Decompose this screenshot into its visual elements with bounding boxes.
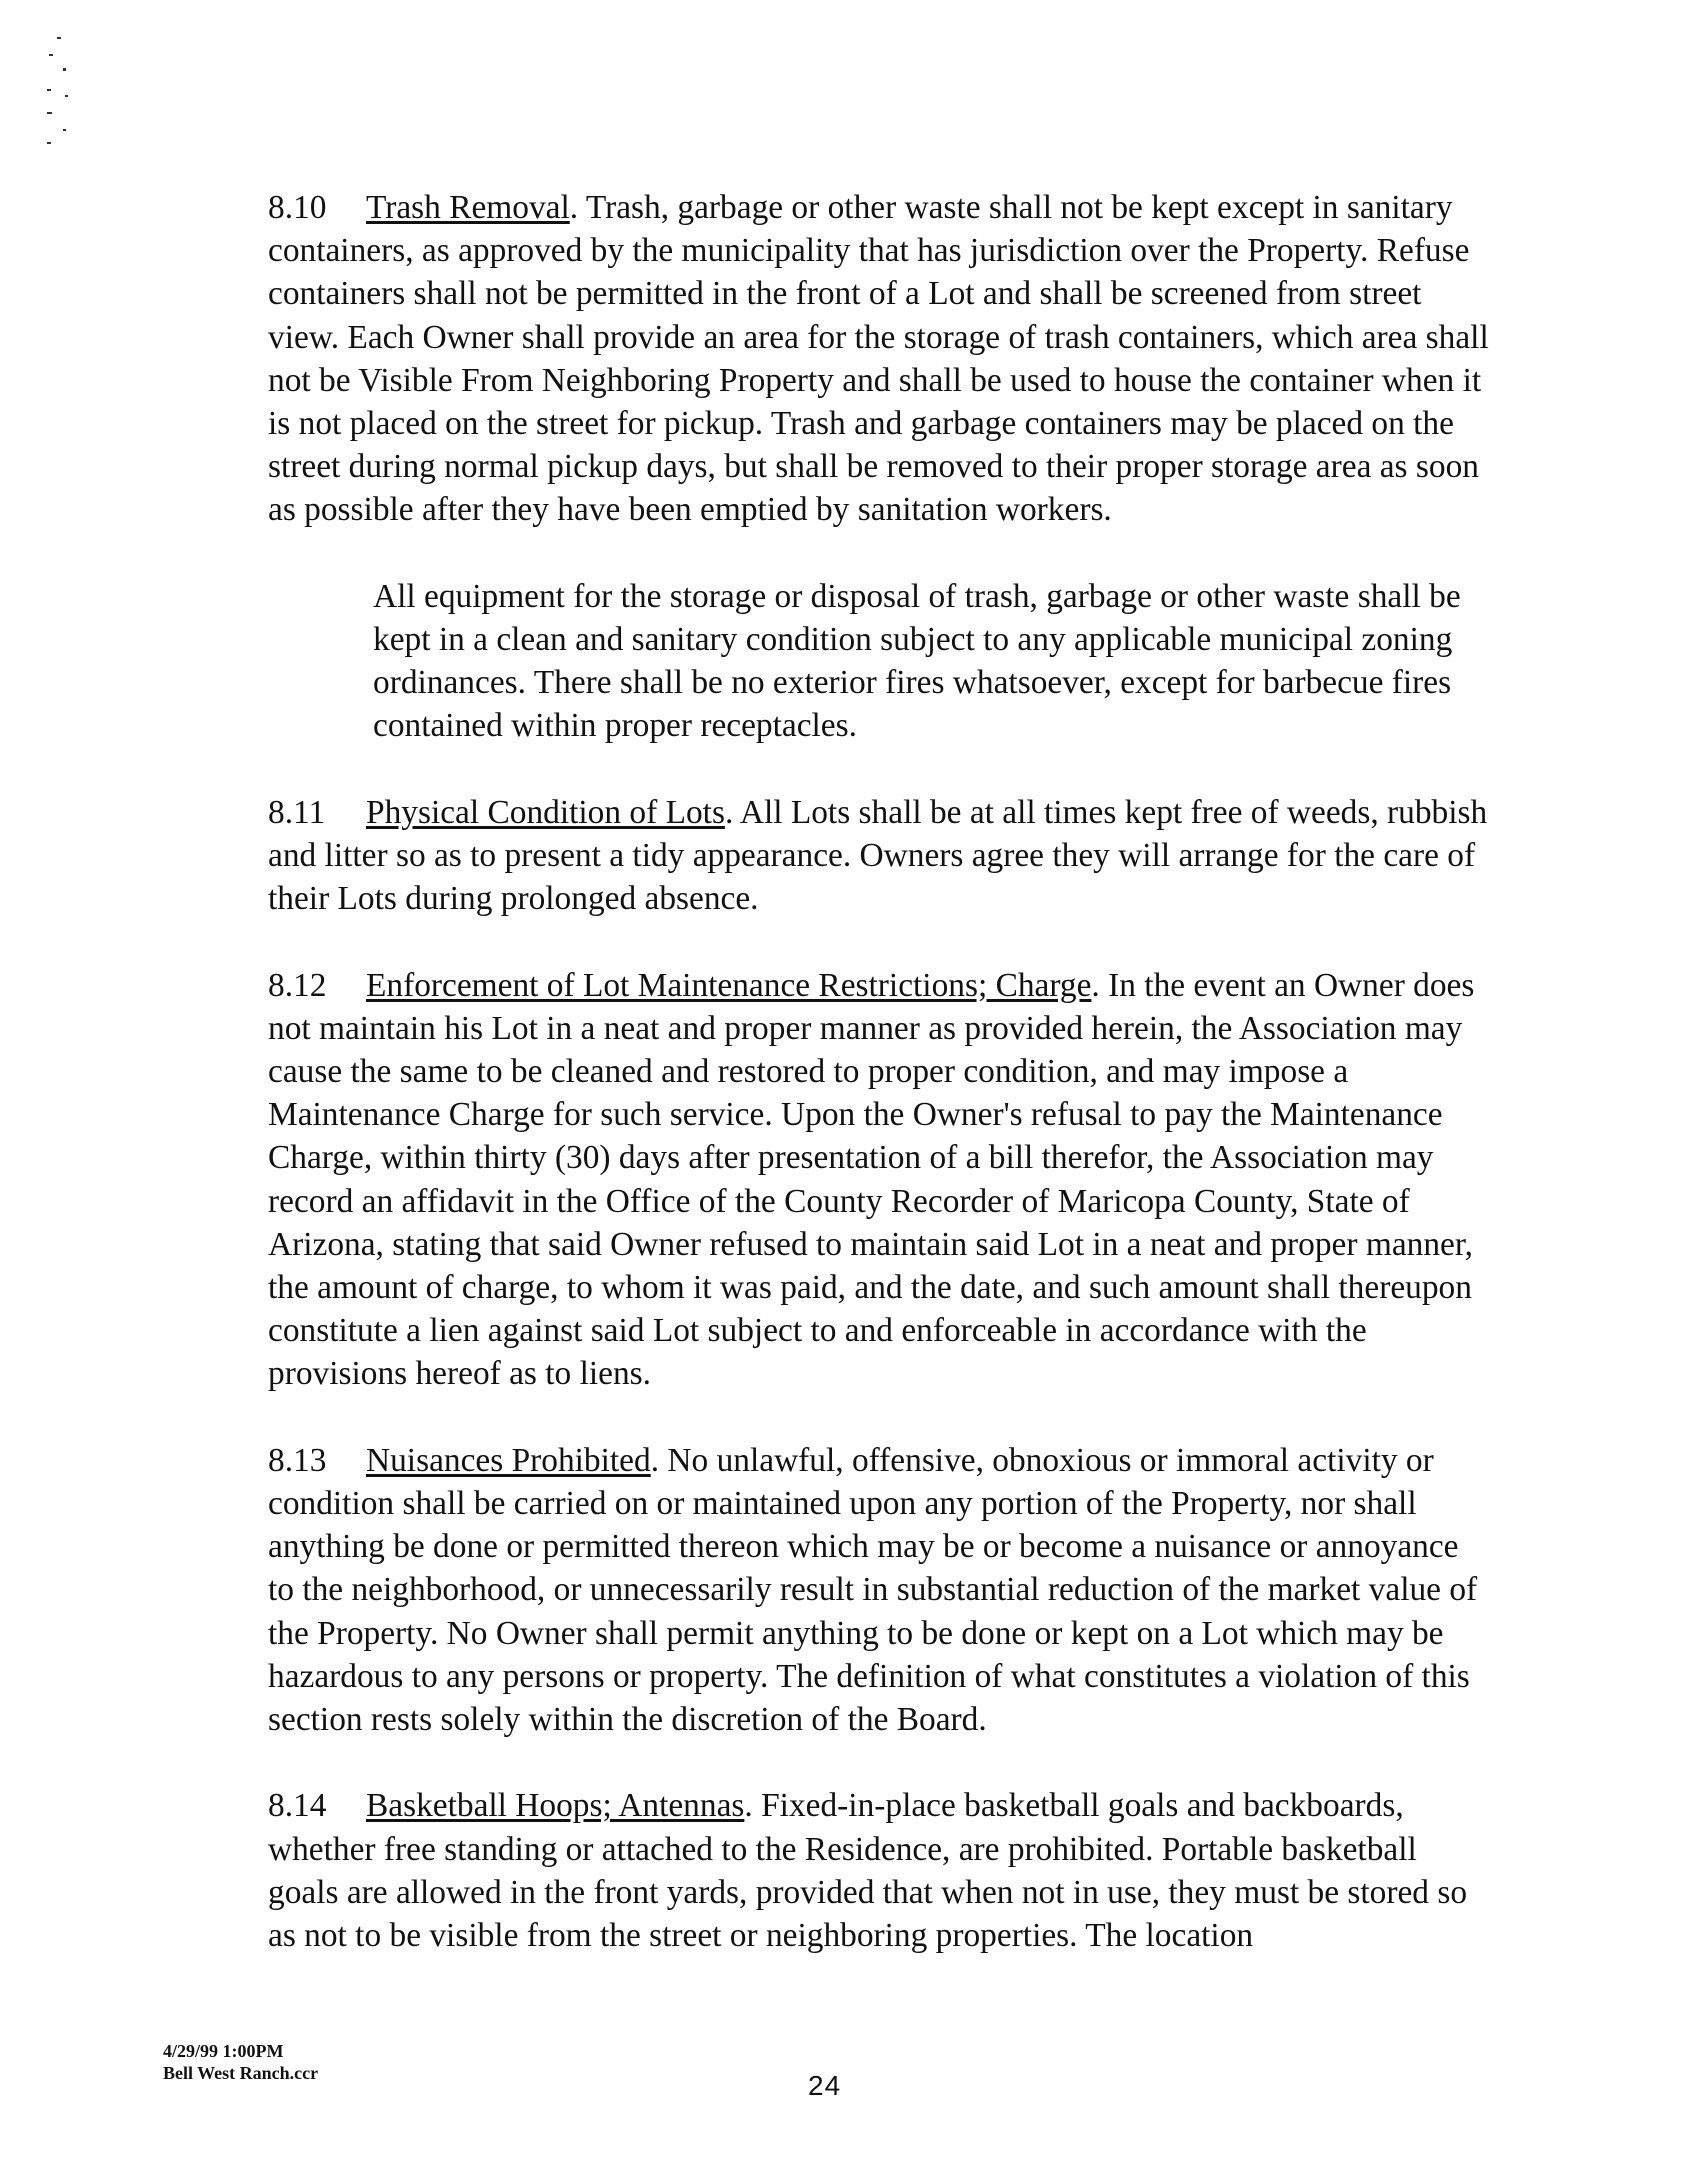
section-number: 8.10 bbox=[268, 189, 327, 226]
heading-punctuation: . bbox=[1091, 966, 1100, 1004]
section-8-11 bbox=[170, 791, 1492, 921]
section-number: 8.14 bbox=[268, 1787, 327, 1825]
heading-punctuation: . bbox=[724, 793, 734, 831]
section-text: In the event an Owner does not maintain his Lot in a neat and proper manner as provided herein, the Association may cause the same to be cleaned and restored to proper condition, and may impose a Maintenance Charge for such service. Upon the Owner's refusal to pay the Maintenance Charge, within thirty (30) days after presentation of a bill therefor, the Association may record an affidavit in the Office of the County Recorder of Maricopa County, State of Arizona, stating that said Owner refused to maintain said Lot in a neat and proper manner, the amount of charge, to whom it was paid, and the date, and such amount shall thereupon constitute a lien against said Lot subject to and enforceable in accordance with the provisions hereof as to liens. bbox=[268, 966, 1475, 1393]
page-number: 24 bbox=[808, 2070, 842, 2101]
scan-speck bbox=[65, 95, 68, 97]
footer-file-name: Bell West Ranch.ccr bbox=[163, 2063, 319, 2083]
section-8-13 bbox=[170, 1439, 1492, 1741]
scan-speck bbox=[49, 54, 53, 56]
footer-stamp bbox=[163, 2040, 318, 2084]
scan-speck bbox=[47, 142, 51, 144]
section-heading: Enforcement of Lot Maintenance Restrictions; Charge bbox=[366, 966, 1092, 1004]
section-number: 8.13 bbox=[268, 1441, 327, 1479]
section-text: Fixed-in-place basketball goals and backboards, whether free standing or attached to the Residence, are prohibited. Portable basketball goals are allowed in the front yards, provided that when not in use, they must be stored so as not to be visible from the street or neighboring properties. The location bbox=[268, 1787, 1468, 1955]
scan-speck bbox=[47, 89, 51, 91]
heading-punctuation: . bbox=[569, 189, 579, 226]
scan-speck bbox=[57, 37, 61, 39]
section-heading: Trash Removal bbox=[366, 189, 570, 226]
section-text: All Lots shall be at all times kept free of weeds, rubbish and litter so as to present a tidy appearance. Owners agree they will arrange for the care of their Lots during prolonged absence. bbox=[268, 793, 1488, 918]
section-heading: Nuisances Prohibited bbox=[366, 1441, 651, 1479]
section-number: 8.12 bbox=[268, 966, 327, 1004]
section-8-10 bbox=[170, 186, 1492, 532]
section-8-12 bbox=[170, 964, 1492, 1396]
section-heading: Basketball Hoops; Antennas bbox=[366, 1787, 745, 1825]
section-text: No unlawful, offensive, obnoxious or immoral activity or condition shall be carried on or maintained upon any portion of the Property, nor shall anything be done or permitted thereon which may be or become a nuisance or annoyance to the neighborhood, or unnecessarily result in substantial reduction of the market value of the Property. No Owner shall permit anything to be done or kept on a Lot which may be hazardous to any persons or property. The definition of what constitutes a violation of this section rests solely within the discretion of the Board. bbox=[268, 1441, 1478, 1739]
section-8-14 bbox=[170, 1784, 1492, 1957]
scan-speck bbox=[63, 129, 66, 131]
section-text: Trash, garbage or other waste shall not be kept except in sanitary containers, as approved by the municipality that has jurisdiction over the Property. Refuse containers shall not be permitted in the front of a Lot and shall be screened from street view. Each Owner shall provide an area for the storage of trash containers, which area shall not be Visible From Neighboring Property and shall be used to house the container when it is not placed on the street for pickup. Trash and garbage containers may be placed on the street during normal pickup days, but shall be removed to their proper storage area as soon as possible after they have been emptied by sanitation workers. bbox=[268, 189, 1489, 529]
scan-speck bbox=[47, 112, 52, 114]
heading-punctuation: . bbox=[650, 1441, 660, 1479]
scan-speck bbox=[63, 68, 66, 71]
section-8-10-continuation: All equipment for the storage or disposal of trash, garbage or other waste shall be kept in a clean and sanitary condition subject to any applicable municipal zoning ordinances. There shall be no exterior fires whatsoever, except for barbecue fires contained within proper receptacles. bbox=[373, 577, 1461, 745]
section-heading: Physical Condition of Lots bbox=[366, 793, 725, 831]
heading-punctuation: . bbox=[744, 1787, 753, 1825]
section-number: 8.11 bbox=[268, 793, 326, 831]
scan-specks bbox=[36, 28, 86, 178]
footer-date-time: 4/29/99 1:00PM bbox=[163, 2041, 284, 2061]
document-body bbox=[170, 186, 1492, 2000]
